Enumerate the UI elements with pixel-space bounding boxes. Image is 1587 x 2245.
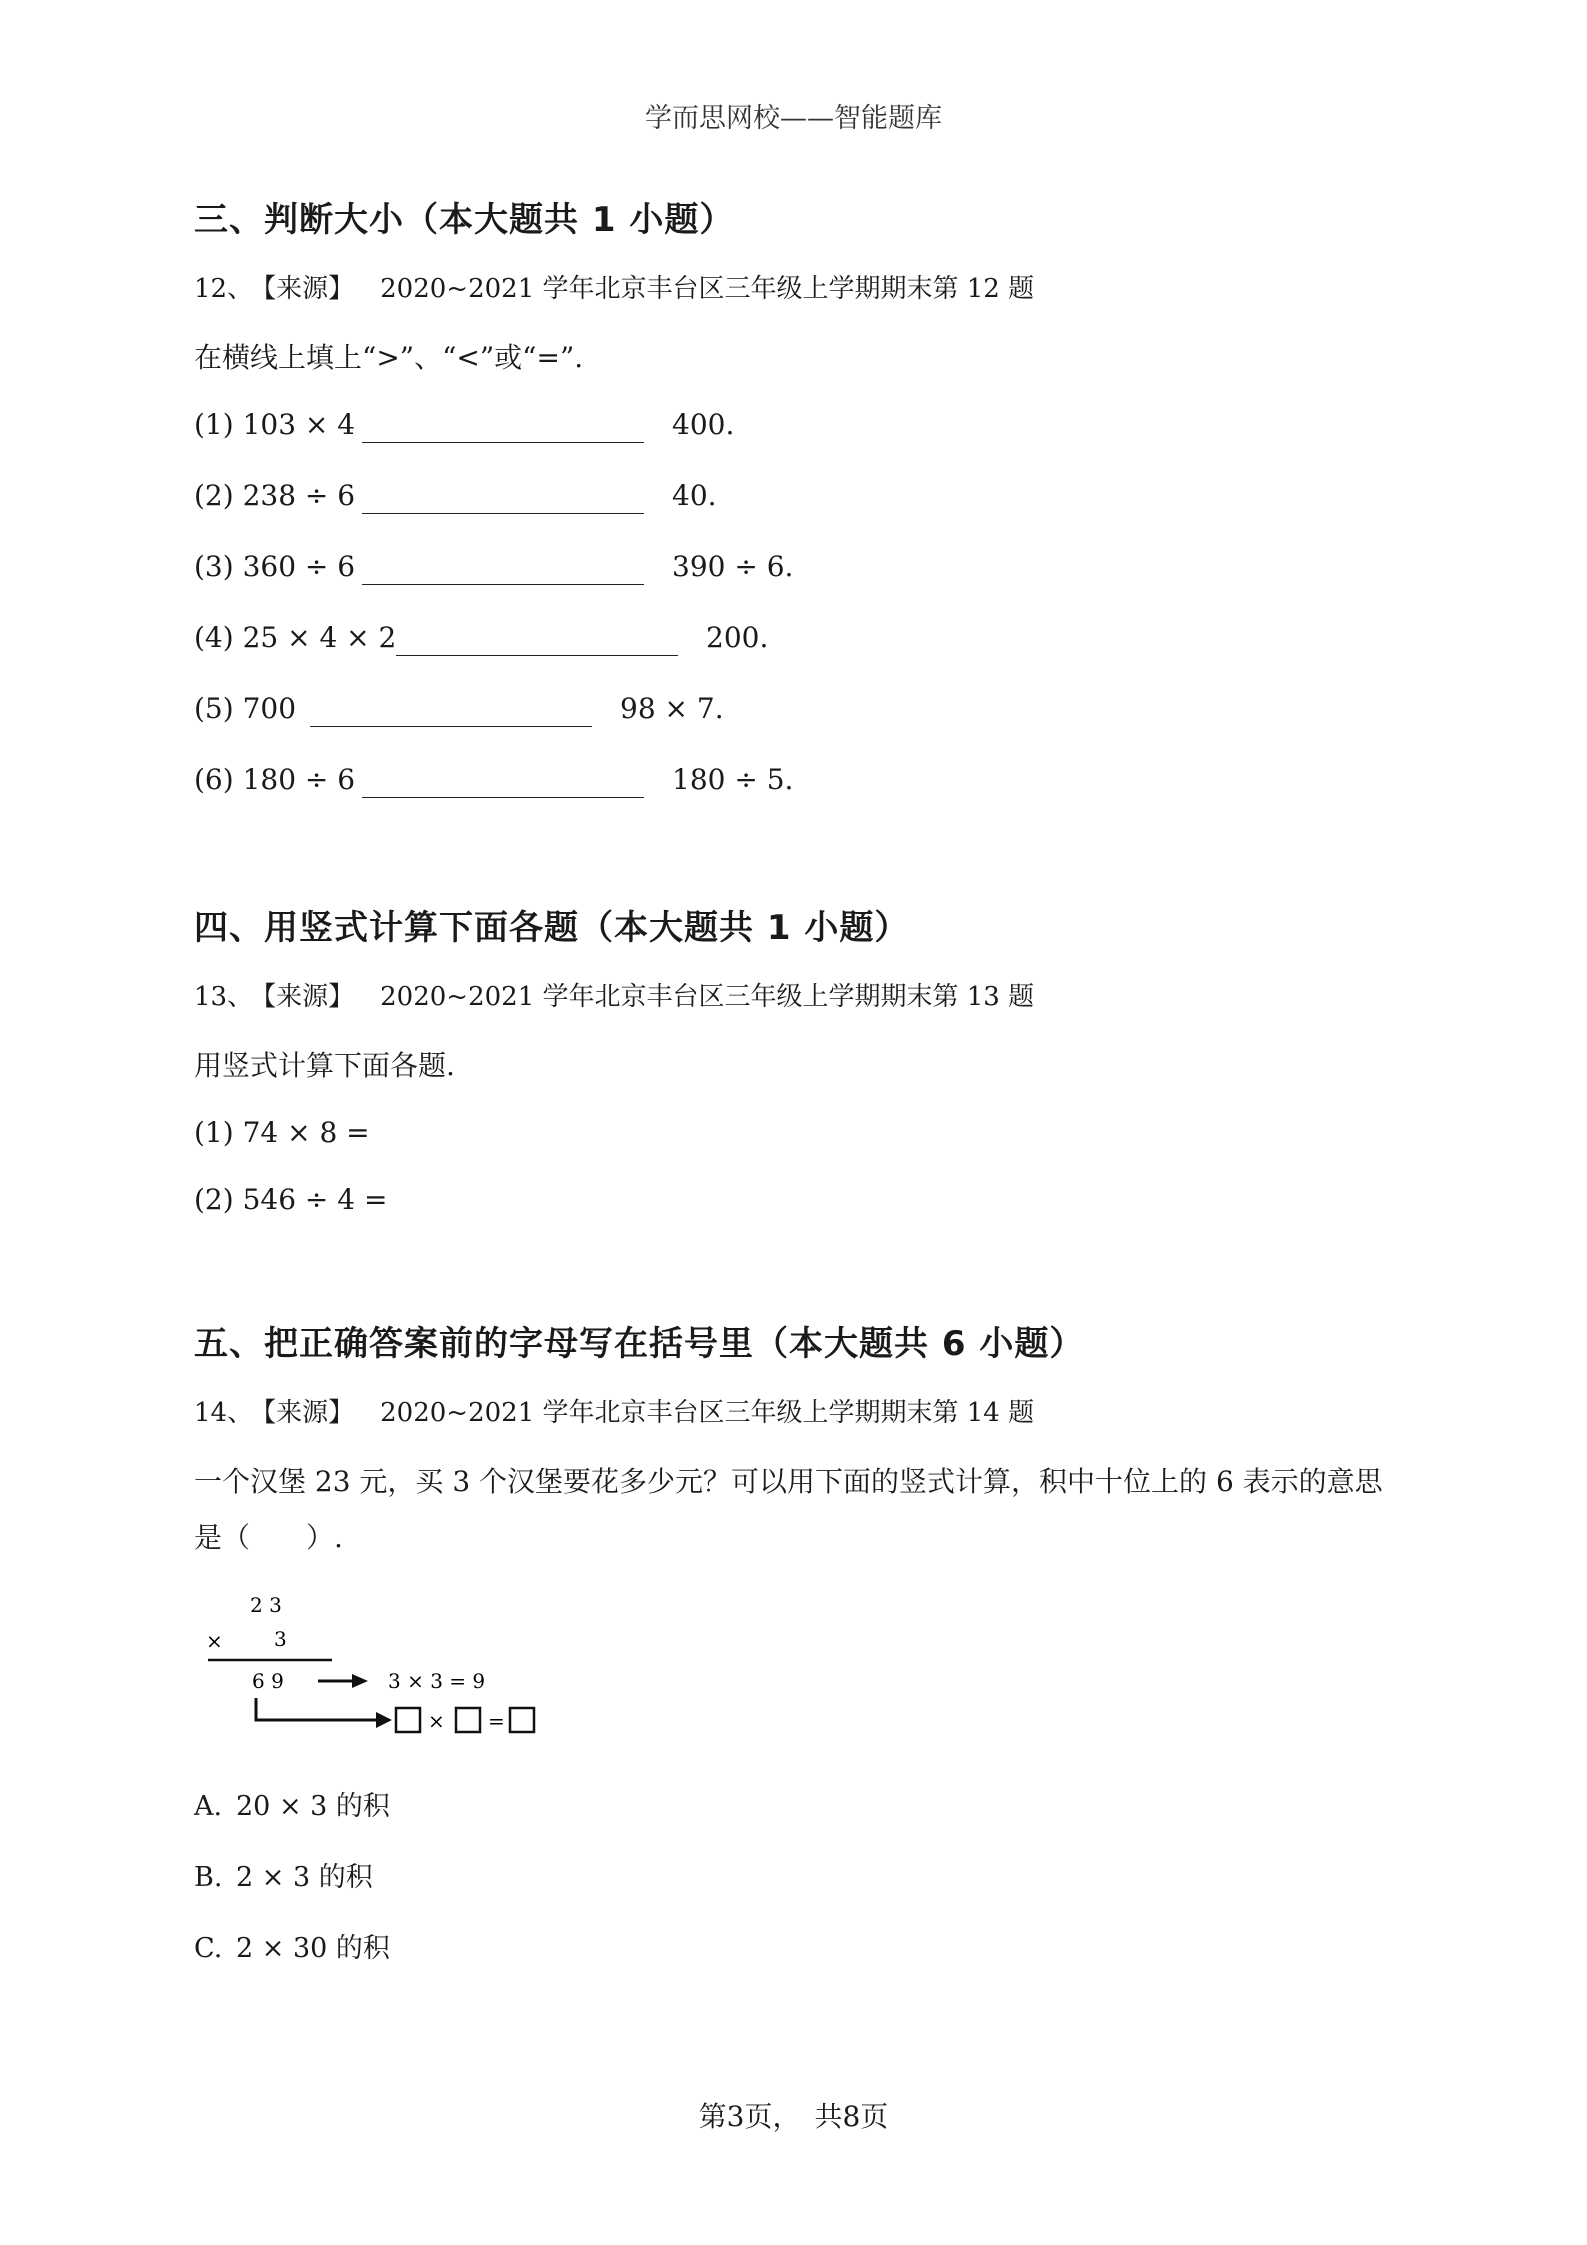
compare-right: 400.: [672, 408, 735, 441]
answer-blank[interactable]: [362, 584, 644, 585]
compare-right: 98 × 7.: [620, 692, 724, 725]
section-title-3: 三、判断大小（本大题共 1 小题）: [194, 200, 735, 240]
source-label: 【来源】: [263, 982, 355, 1012]
section-title-5: 五、把正确答案前的字母写在括号里（本大题共 6 小题）: [194, 1324, 1085, 1364]
answer-blank[interactable]: [362, 442, 644, 443]
answer-blank[interactable]: [396, 655, 678, 656]
question-14-prompt-line1: 一个汉堡 23 元，买 3 个汉堡要花多少元？可以用下面的竖式计算，积中十位上的 6 表示的意思: [194, 1465, 1383, 1498]
blank-box-1[interactable]: [396, 1708, 420, 1732]
question-14-source: [194, 1392, 1034, 1429]
answer-blank[interactable]: [362, 797, 644, 798]
compare-left: (2) 238 ÷ 6: [194, 479, 356, 512]
top-number: 2 3: [250, 1593, 282, 1617]
question-number: 14、: [194, 1398, 254, 1428]
source-label: 【来源】: [263, 1398, 355, 1428]
question-13-source: [194, 976, 1034, 1013]
compare-left: (4) 25 × 4 × 2: [194, 621, 397, 654]
option-a[interactable]: [194, 1784, 390, 1823]
arrow-1-head: [352, 1674, 368, 1688]
answer-blank[interactable]: [362, 513, 644, 514]
compare-right: 180 ÷ 5.: [672, 763, 794, 796]
source-text: 2020~2021 学年北京丰台区三年级上学期期末第 13 题: [380, 982, 1035, 1012]
compare-left: (5) 700: [194, 692, 297, 725]
compare-right: 390 ÷ 6.: [672, 550, 794, 583]
compare-right: 40.: [672, 479, 717, 512]
option-text: 20 × 3 的积: [236, 1791, 390, 1822]
question-number: 12、: [194, 274, 254, 304]
blank-box-3[interactable]: [510, 1708, 534, 1732]
equals-sign: =: [488, 1709, 505, 1733]
option-label: C.: [194, 1933, 223, 1964]
question-14-prompt-line2: 是（ ）.: [194, 1521, 343, 1554]
compare-left: (6) 180 ÷ 6: [194, 763, 356, 796]
times-sign: ×: [206, 1629, 223, 1653]
question-12-source: [194, 268, 1034, 305]
option-text: 2 × 30 的积: [236, 1933, 390, 1964]
blank-box-2[interactable]: [456, 1708, 480, 1732]
page-header: 学而思网校——智能题库: [645, 103, 942, 134]
calc-item: (1) 74 × 8 =: [194, 1116, 370, 1149]
multiplication-diagram: [194, 1588, 594, 1748]
times-sign-2: ×: [428, 1709, 445, 1733]
arrow-2-head: [376, 1712, 392, 1728]
source-text: 2020~2021 学年北京丰台区三年级上学期期末第 14 题: [380, 1398, 1035, 1428]
option-label: A.: [194, 1791, 223, 1822]
question-number: 13、: [194, 982, 254, 1012]
option-b[interactable]: [194, 1855, 373, 1894]
source-text: 2020~2021 学年北京丰台区三年级上学期期末第 12 题: [380, 274, 1035, 304]
option-label: B.: [194, 1862, 223, 1893]
compare-left: (3) 360 ÷ 6: [194, 550, 356, 583]
multiplier: 3: [274, 1627, 287, 1651]
calc-item: (2) 546 ÷ 4 =: [194, 1183, 388, 1216]
option-text: 2 × 3 的积: [236, 1862, 373, 1893]
note: 3 × 3 = 9: [388, 1669, 486, 1693]
arrow-2-shaft: [256, 1698, 378, 1720]
compare-right: 200.: [706, 621, 769, 654]
page-footer: 第3页， 共8页: [698, 2100, 889, 2133]
compare-left: (1) 103 × 4: [194, 408, 356, 441]
question-12-prompt: 在横线上填上“>”、“<”或“=”.: [194, 341, 584, 374]
section-title-4: 四、用竖式计算下面各题（本大题共 1 小题）: [194, 908, 910, 948]
source-label: 【来源】: [263, 274, 355, 304]
question-13-prompt: 用竖式计算下面各题.: [194, 1049, 455, 1082]
product: 6 9: [252, 1669, 284, 1693]
answer-blank[interactable]: [310, 726, 592, 727]
option-c[interactable]: [194, 1926, 390, 1965]
